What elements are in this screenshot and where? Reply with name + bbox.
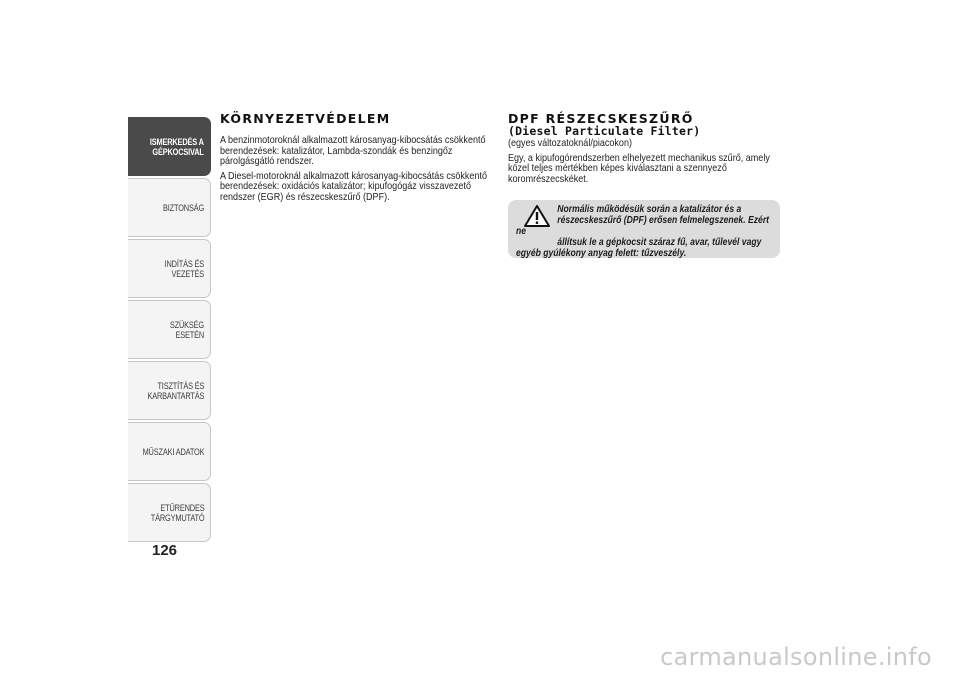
dpf-section [508, 112, 788, 188]
warning-text [516, 204, 771, 259]
tab-ismerkedes[interactable] [128, 117, 211, 176]
paragraph: A Diesel-motoroknál alkalmazott károsanyag-kibocsátás csökkentő berendezések: oxidációs katalizátor; kipufogógáz visszavezető rendszer (EGR) és részecskeszűrő (DPF). [220, 169, 488, 203]
tab-label: SZÜKSÉG ESETÉN [169, 319, 204, 340]
availability-note: (egyes változatoknál/piacokon) [508, 137, 632, 149]
paragraph: A benzinmotoroknál alkalmazott károsanyag-kibocsátás csökkentő berendezések: katalizátor, Lambda-szondák és benzingőz párolgásgátló rendszer. [220, 134, 486, 167]
tab-label: MŰSZAKI ADATOK [142, 446, 204, 457]
watermark: carmanualsonline.info [660, 643, 932, 671]
tab-label: BIZTONSÁG [162, 202, 204, 213]
tab-biztonsag[interactable] [128, 178, 211, 237]
tab-label: INDÍTÁS ÉS VEZETÉS [164, 258, 204, 279]
page-number: 126 [152, 542, 178, 559]
tab-targymutato[interactable] [128, 483, 211, 542]
tab-label: ISMERKEDÉS A GÉPKOCSIVAL [150, 136, 204, 157]
tab-label: TISZTÍTÁS ÉS KARBANTARTÁS [147, 380, 204, 401]
section-heading: KÖRNYEZETVÉDELEM [220, 111, 391, 126]
section-subheading: (Diesel Particulate Filter) [508, 124, 701, 138]
warning-line: részecskeszűrő (DPF) erősen felmelegszenek. Ezért ne [516, 215, 770, 237]
warning-line: Normális működésük során a katalizátor és a [557, 204, 742, 215]
paragraph: Egy, a kipufogórendszerben elhelyezett mechanikus szűrő, amely közel teljes mértékben képes kiválasztani a szennyező koromrészecskéket. [508, 151, 770, 185]
tab-szukseg[interactable] [128, 300, 211, 359]
environment-section [220, 112, 488, 206]
warning-line: állítsuk le a gépkocsit száraz fű, avar, tűlevél vagy [557, 237, 762, 248]
tab-muszaki[interactable] [128, 422, 211, 481]
tab-inditas[interactable] [128, 239, 211, 298]
section-heading: DPF RÉSZECSKESZŰRŐ [508, 111, 694, 126]
tab-tisztitas[interactable] [128, 361, 211, 420]
warning-line: egyéb gyúlékony anyag felett: tűzveszély. [516, 248, 687, 259]
tab-label: ETŰRENDES TÁRGYMUTATÓ [150, 502, 204, 523]
warning-box [508, 200, 780, 258]
